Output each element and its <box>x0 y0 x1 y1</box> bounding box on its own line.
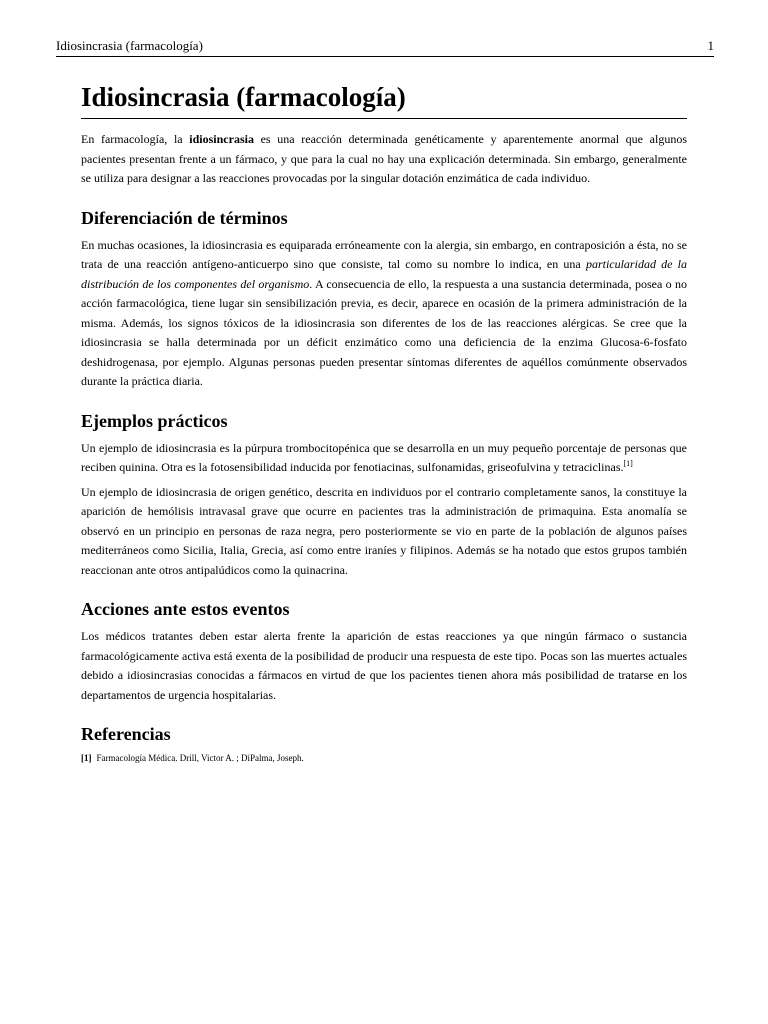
section-referencias <box>81 723 687 764</box>
paragraph-text: Un ejemplo de idiosincrasia es la púrpura trombocitopénica que se desarrolla en un muy pequeño porcentaje de personas que reciben quinina. Otra es la fotosensibilidad inducida por fenotiacinas, sulfonamidas, griseofulvina y tetraciclinas. <box>81 440 687 474</box>
intro-term: idiosincrasia <box>189 132 254 146</box>
section-heading: Acciones ante estos eventos <box>81 599 290 619</box>
paragraph-emphasis: particularidad de la distribución de los componentes del organismo <box>81 257 687 291</box>
paragraph-text-start: En muchas ocasiones, la idiosincrasia es equiparada erróneamente con la alergia, sin embargo, en contraposición a ésta, no se trata de una reacción antígeno-anticuerpo sino que consiste, tal como su nombre lo indica, en una <box>81 237 687 271</box>
section-paragraph: Los médicos tratantes deben estar alerta frente la aparición de estas reacciones ya que ningún fármaco o sustancia farmacológicamente activa está exenta de la posibilidad de producir una respuesta de este tipo. Pocas son las muertes actuales debido a idiosincrasias conocidas a fármacos en virtud de que los pacientes tienen ahora más posibilidad de tratarse en los departamentos de urgencia hospitalarias. <box>81 629 687 702</box>
intro-text-start: En farmacología, la <box>81 132 190 146</box>
paragraph-text-end: . A consecuencia de ello, la respuesta a una sustancia determinada, posea o no acción farmacológica, tiene lugar sin sensibilización previa, es decir, aparece en ocasión de la primera administración de la misma. Además, los signos tóxicos de la idiosincrasia son diferentes de los de las reacciones alérgicas. Se cree que la idiosincrasia se halla determinada por un déficit enzimático como una deficiencia de la enzima Glucosa-6-fosfato deshidrogenasa, por ejemplo. Algunas personas pueden presentar síntomas diferentes de aquéllos comúnmente observados durante la práctica diaria. <box>81 276 687 388</box>
section-heading: Diferenciación de términos <box>81 207 288 228</box>
reference-item <box>81 752 687 764</box>
page-title: Idiosincrasia (farmacología) <box>81 80 687 119</box>
reference-label: [1] <box>81 753 92 763</box>
section-paragraph <box>81 236 687 392</box>
running-header-title: Idiosincrasia (farmacología) <box>56 38 203 53</box>
reference-text: Farmacología Médica. Drill, Victor A. ; DiPalma, Joseph. <box>96 753 304 763</box>
intro-paragraph <box>81 130 687 189</box>
section-acciones <box>81 598 687 705</box>
page-number: 1 <box>707 38 714 53</box>
section-ejemplos <box>81 410 687 581</box>
section-heading: Ejemplos prácticos <box>81 410 228 431</box>
citation-link[interactable]: [1] <box>623 459 633 468</box>
section-diferenciacion <box>81 207 687 392</box>
article <box>81 80 687 764</box>
intro-text-end: es una reacción determinada genéticamente y aparentemente anormal que algunos pacientes presentan frente a un fármaco, y que para la cual no hay una explicación determinada. Sin embargo, generalmente se utiliza para designar a las reacciones provocadas por la singular dotación enzimática de cada individuo. <box>81 132 687 185</box>
section-heading: Referencias <box>81 724 171 744</box>
section-paragraph <box>81 439 687 478</box>
section-paragraph: Un ejemplo de idiosincrasia de origen genético, descrita en individuos por el contrario completamente sanos, la constituye la aparición de hemólisis intravasal grave que ocurre en pacientes tras la administración de primaquina. Esta anomalía se observó en un principio en personas de raza negra, pero posteriormente se vio en parte de la población de algunos países mediterráneos como Sicilia, Italia, Grecia, así como entre iraníes y filipinos. Además se ha notado que estos grupos también reaccionan ante otros antipalúdicos como la quinacrina. <box>81 484 687 577</box>
running-header <box>56 38 714 57</box>
